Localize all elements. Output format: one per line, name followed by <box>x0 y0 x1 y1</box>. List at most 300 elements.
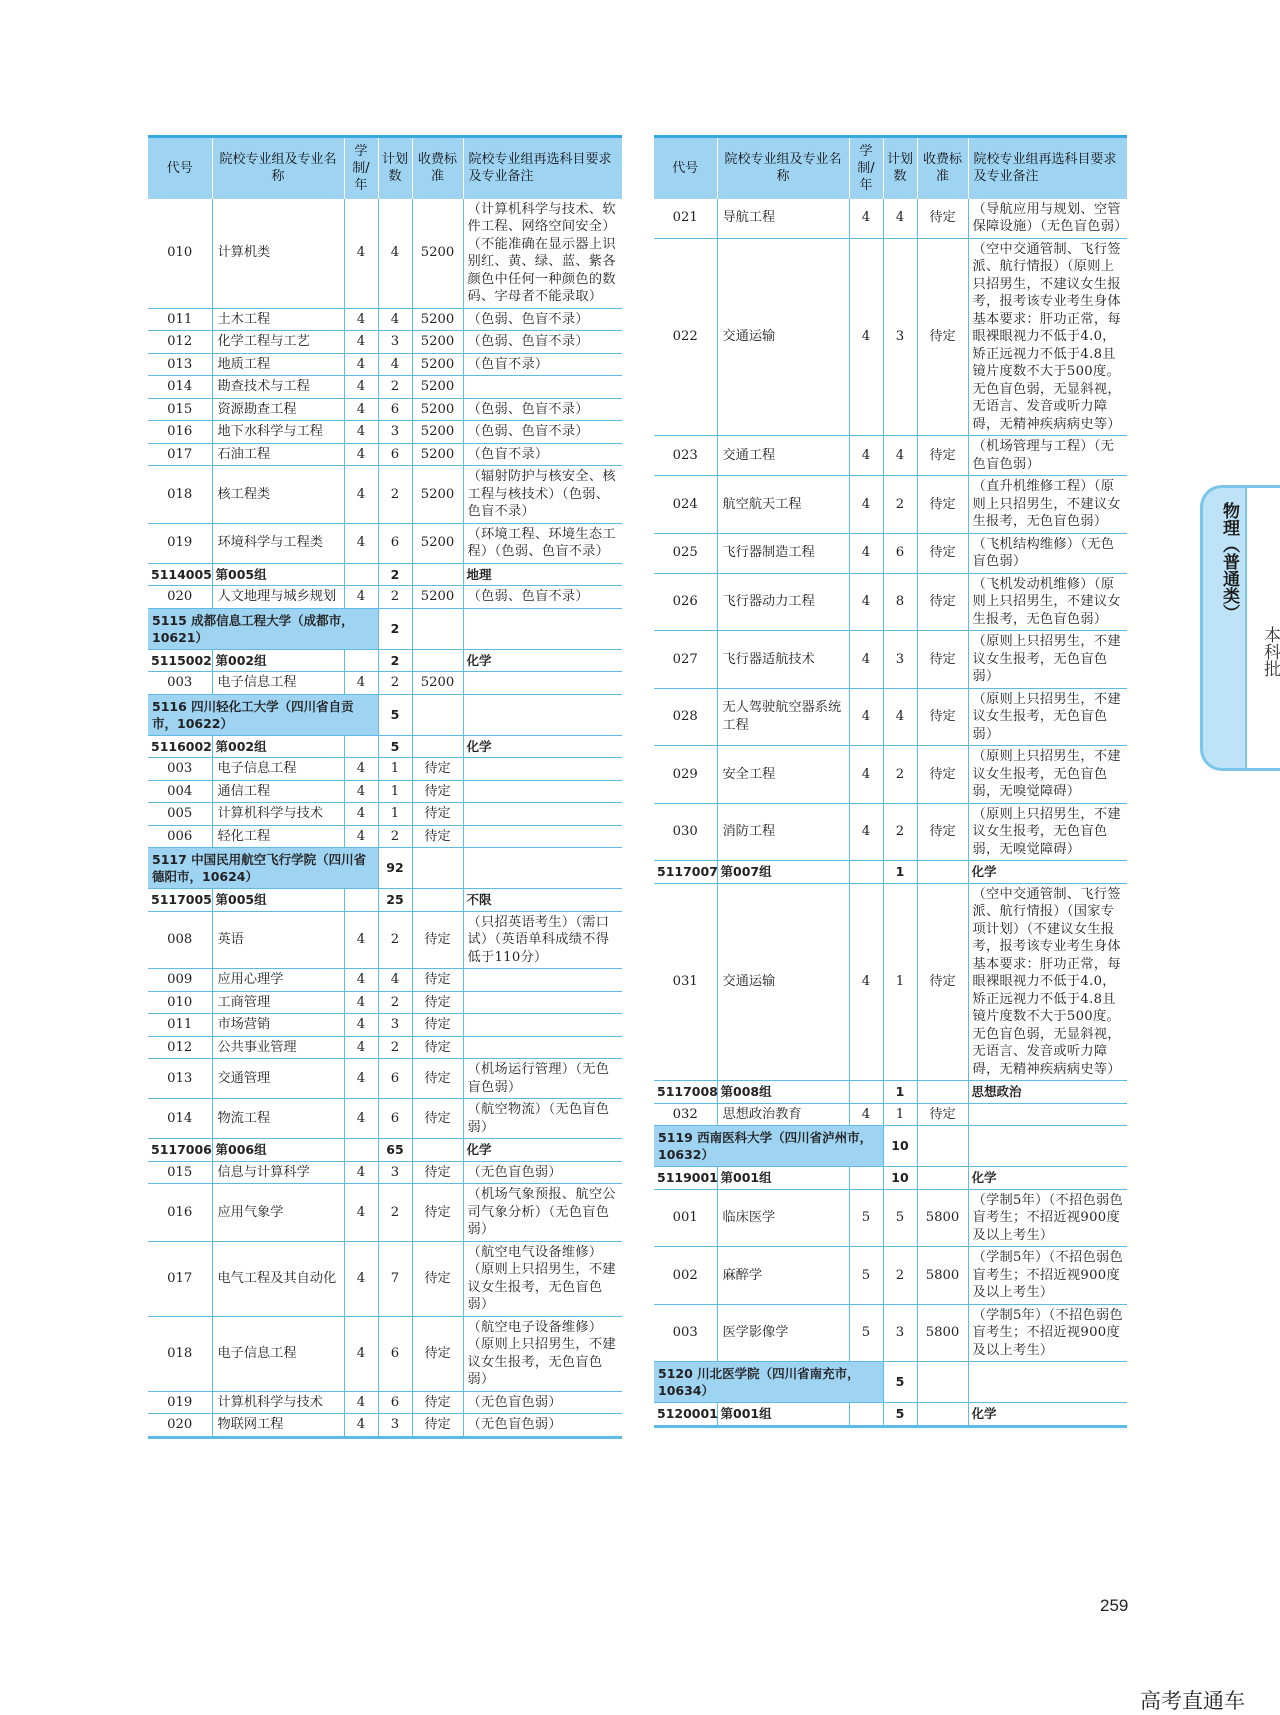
institution-name: 5120 川北医学院（四川省南充市，10634） <box>654 1362 883 1403</box>
institution-note <box>968 1362 1127 1403</box>
major-years: 4 <box>344 1161 378 1184</box>
major-name: 轻化工程 <box>212 825 344 848</box>
major-fee: 待定 <box>917 238 968 436</box>
major-note: （原则上只招男生，不建议女生报考，无色盲色弱，无嗅觉障碍） <box>968 803 1127 861</box>
major-note: （机场运行管理）（无色盲色弱） <box>463 1059 622 1099</box>
institution-name: 5119 西南医科大学（四川省泸州市，10632） <box>654 1126 883 1167</box>
group-code: 5117005 <box>148 889 212 912</box>
major-name: 通信工程 <box>212 780 344 803</box>
major-name: 电子信息工程 <box>212 1316 344 1391</box>
major-years: 4 <box>344 443 378 466</box>
major-note: （原则上只招男生，不建议女生报考，无色盲色弱） <box>968 688 1127 746</box>
major-plan: 4 <box>378 353 412 376</box>
group-code: 5117006 <box>148 1139 212 1162</box>
major-note <box>463 991 622 1014</box>
major-name: 飞行器动力工程 <box>717 573 849 631</box>
major-fee: 5800 <box>917 1304 968 1362</box>
major-years: 4 <box>849 436 883 476</box>
major-years: 4 <box>344 353 378 376</box>
major-years: 4 <box>344 1184 378 1242</box>
major-plan: 2 <box>378 1184 412 1242</box>
major-note <box>463 780 622 803</box>
major-years: 4 <box>849 803 883 861</box>
major-name: 电子信息工程 <box>212 758 344 781</box>
major-years: 4 <box>344 1059 378 1099</box>
major-years: 4 <box>849 746 883 804</box>
major-plan: 4 <box>378 308 412 331</box>
major-code: 006 <box>148 825 212 848</box>
major-fee: 待定 <box>412 969 463 992</box>
major-name: 石油工程 <box>212 443 344 466</box>
major-fee: 5200 <box>412 586 463 609</box>
major-note <box>463 1014 622 1037</box>
major-plan: 6 <box>378 1099 412 1139</box>
institution-fee <box>917 1362 968 1403</box>
major-code: 014 <box>148 376 212 399</box>
major-row <box>654 803 1127 861</box>
major-fee: 待定 <box>917 883 968 1081</box>
group-name: 第005组 <box>212 889 344 912</box>
institution-row <box>148 608 622 649</box>
institution-row <box>654 1126 1127 1167</box>
major-years: 4 <box>849 476 883 534</box>
header-fee: 收费标准 <box>917 137 968 199</box>
institution-note <box>463 694 622 735</box>
group-fee <box>917 1403 968 1427</box>
major-note: （辐射防护与核安全、核工程与核技术）（色弱、色盲不录） <box>463 466 622 524</box>
major-years: 4 <box>344 1099 378 1139</box>
group-row <box>654 1167 1127 1190</box>
major-code: 011 <box>148 1014 212 1037</box>
major-row <box>148 199 622 309</box>
major-fee: 待定 <box>917 533 968 573</box>
major-row <box>148 523 622 563</box>
major-name: 市场营销 <box>212 1014 344 1037</box>
major-code: 025 <box>654 533 717 573</box>
major-code: 001 <box>654 1189 717 1247</box>
institution-note <box>463 608 622 649</box>
group-name: 第001组 <box>717 1403 849 1427</box>
major-name: 计算机类 <box>212 199 344 309</box>
major-row <box>654 1189 1127 1247</box>
major-row <box>148 443 622 466</box>
major-plan: 2 <box>883 476 917 534</box>
major-code: 019 <box>148 1391 212 1414</box>
header-years: 学制/年 <box>849 137 883 199</box>
major-plan: 7 <box>378 1241 412 1316</box>
major-fee: 待定 <box>412 1241 463 1316</box>
header-note: 院校专业组再选科目要求及专业备注 <box>968 137 1127 199</box>
major-name: 航空航天工程 <box>717 476 849 534</box>
major-code: 031 <box>654 883 717 1081</box>
major-name: 交通管理 <box>212 1059 344 1099</box>
major-code: 014 <box>148 1099 212 1139</box>
group-plan: 10 <box>883 1167 917 1190</box>
major-fee: 5200 <box>412 523 463 563</box>
major-name: 信息与计算科学 <box>212 1161 344 1184</box>
major-code: 029 <box>654 746 717 804</box>
major-row <box>654 238 1127 436</box>
major-code: 023 <box>654 436 717 476</box>
major-years: 5 <box>849 1304 883 1362</box>
major-years: 4 <box>344 758 378 781</box>
major-fee: 5200 <box>412 443 463 466</box>
major-row <box>654 573 1127 631</box>
major-years: 4 <box>344 1241 378 1316</box>
major-name: 物流工程 <box>212 1099 344 1139</box>
major-row <box>654 1103 1127 1126</box>
major-plan: 6 <box>378 523 412 563</box>
major-row <box>148 353 622 376</box>
group-plan: 25 <box>378 889 412 912</box>
group-name: 第007组 <box>717 861 849 884</box>
major-code: 018 <box>148 466 212 524</box>
major-years: 4 <box>344 1391 378 1414</box>
major-code: 016 <box>148 1184 212 1242</box>
major-name: 无人驾驶航空器系统工程 <box>717 688 849 746</box>
major-code: 013 <box>148 1059 212 1099</box>
major-plan: 6 <box>378 443 412 466</box>
institution-fee <box>917 1126 968 1167</box>
group-row <box>148 563 622 586</box>
institution-row <box>148 848 622 889</box>
group-code: 5117008 <box>654 1081 717 1104</box>
major-note: （色盲不录） <box>463 443 622 466</box>
major-years: 4 <box>344 780 378 803</box>
major-row <box>148 466 622 524</box>
major-plan: 8 <box>883 573 917 631</box>
major-plan: 3 <box>883 238 917 436</box>
major-row <box>148 398 622 421</box>
group-fee <box>412 735 463 758</box>
major-years: 5 <box>849 1189 883 1247</box>
major-name: 核工程类 <box>212 466 344 524</box>
major-plan: 3 <box>378 331 412 354</box>
major-code: 013 <box>148 353 212 376</box>
major-name: 计算机科学与技术 <box>212 1391 344 1414</box>
major-code: 004 <box>148 780 212 803</box>
major-row <box>654 533 1127 573</box>
major-row <box>654 746 1127 804</box>
major-note <box>463 1036 622 1059</box>
major-code: 026 <box>654 573 717 631</box>
major-name: 导航工程 <box>717 199 849 239</box>
major-name: 临床医学 <box>717 1189 849 1247</box>
major-name: 勘查技术与工程 <box>212 376 344 399</box>
major-name: 飞行器制造工程 <box>717 533 849 573</box>
major-plan: 2 <box>883 746 917 804</box>
institution-plan: 2 <box>378 608 412 649</box>
major-note: （色弱、色盲不录） <box>463 331 622 354</box>
group-years <box>344 889 378 912</box>
major-code: 009 <box>148 969 212 992</box>
group-fee <box>917 861 968 884</box>
major-row <box>654 1304 1127 1362</box>
group-subject: 不限 <box>463 889 622 912</box>
major-row <box>654 199 1127 239</box>
institution-plan: 10 <box>883 1126 917 1167</box>
major-row <box>148 1014 622 1037</box>
major-plan: 3 <box>378 1014 412 1037</box>
major-row <box>654 883 1127 1081</box>
major-fee: 待定 <box>412 758 463 781</box>
major-note <box>968 1103 1127 1126</box>
header-years: 学制/年 <box>344 137 378 199</box>
major-code: 008 <box>148 911 212 969</box>
major-fee: 待定 <box>917 476 968 534</box>
major-name: 麻醉学 <box>717 1247 849 1305</box>
group-subject: 化学 <box>968 861 1127 884</box>
major-years: 4 <box>344 421 378 444</box>
page-number: 259 <box>1100 1596 1129 1615</box>
major-code: 017 <box>148 443 212 466</box>
major-years: 5 <box>849 1247 883 1305</box>
major-note: （学制5年）（不招色弱色盲考生；不招近视900度及以上考生） <box>968 1247 1127 1305</box>
major-name: 物联网工程 <box>212 1414 344 1438</box>
major-code: 010 <box>148 991 212 1014</box>
institution-plan: 5 <box>378 694 412 735</box>
batch-label: 本科批 <box>1260 626 1280 677</box>
major-code: 024 <box>654 476 717 534</box>
group-name: 第001组 <box>717 1167 849 1190</box>
major-years: 4 <box>344 1316 378 1391</box>
major-fee: 待定 <box>412 911 463 969</box>
major-note: （色弱、色盲不录） <box>463 586 622 609</box>
major-plan: 2 <box>378 586 412 609</box>
header-plan: 计划数 <box>378 137 412 199</box>
group-fee <box>917 1167 968 1190</box>
major-note <box>463 758 622 781</box>
major-code: 022 <box>654 238 717 436</box>
major-name: 电子信息工程 <box>212 672 344 695</box>
major-fee: 待定 <box>917 199 968 239</box>
major-plan: 6 <box>378 1059 412 1099</box>
major-fee: 待定 <box>412 1391 463 1414</box>
group-years <box>849 1167 883 1190</box>
major-name: 化学工程与工艺 <box>212 331 344 354</box>
header-plan: 计划数 <box>883 137 917 199</box>
group-name: 第002组 <box>212 649 344 672</box>
major-years: 4 <box>849 1103 883 1126</box>
group-plan: 65 <box>378 1139 412 1162</box>
major-fee: 待定 <box>412 1316 463 1391</box>
major-note: （空中交通管制、飞行签派、航行情报）（国家专项计划）（不建议女生报考，报考该专业考生身体基本要求：肝功正常，每眼裸眼视力不低于4.0，矫正远视力不低于4.8且镜片度数不大于500度。无色盲色弱，无显斜视，无语言、发音或听力障碍，无精神疾病病史等） <box>968 883 1127 1081</box>
major-fee: 5200 <box>412 672 463 695</box>
group-years <box>344 649 378 672</box>
table-body-right <box>654 199 1127 1427</box>
major-fee: 5200 <box>412 308 463 331</box>
major-plan: 1 <box>883 883 917 1081</box>
major-name: 英语 <box>212 911 344 969</box>
major-plan: 4 <box>378 969 412 992</box>
major-row <box>654 688 1127 746</box>
major-code: 015 <box>148 398 212 421</box>
major-years: 4 <box>849 631 883 689</box>
major-fee: 待定 <box>917 631 968 689</box>
major-plan: 4 <box>883 436 917 476</box>
major-code: 021 <box>654 199 717 239</box>
group-subject: 化学 <box>968 1403 1127 1427</box>
major-plan: 3 <box>378 421 412 444</box>
major-years: 4 <box>849 573 883 631</box>
group-code: 5117007 <box>654 861 717 884</box>
major-note: （原则上只招男生，不建议女生报考，无色盲色弱，无嗅觉障碍） <box>968 746 1127 804</box>
institution-row <box>148 694 622 735</box>
group-plan: 5 <box>378 735 412 758</box>
major-code: 032 <box>654 1103 717 1126</box>
table-body-left <box>148 199 622 1438</box>
group-years <box>344 735 378 758</box>
admission-table-right <box>654 135 1127 1428</box>
major-row <box>148 586 622 609</box>
group-plan: 5 <box>883 1403 917 1427</box>
major-name: 飞行器适航技术 <box>717 631 849 689</box>
group-row <box>148 735 622 758</box>
major-code: 010 <box>148 199 212 309</box>
institution-plan: 92 <box>378 848 412 889</box>
group-years <box>849 1403 883 1427</box>
major-note: （学制5年）（不招色弱色盲考生；不招近视900度及以上考生） <box>968 1304 1127 1362</box>
group-subject: 化学 <box>968 1167 1127 1190</box>
major-row <box>148 1161 622 1184</box>
major-row <box>654 436 1127 476</box>
major-plan: 6 <box>378 1391 412 1414</box>
major-plan: 3 <box>883 631 917 689</box>
major-years: 4 <box>344 331 378 354</box>
major-fee: 待定 <box>412 825 463 848</box>
major-plan: 2 <box>883 803 917 861</box>
major-fee: 待定 <box>412 1184 463 1242</box>
major-years: 4 <box>849 688 883 746</box>
major-plan: 3 <box>378 1161 412 1184</box>
major-plan: 1 <box>378 780 412 803</box>
major-note: （色弱、色盲不录） <box>463 421 622 444</box>
major-fee: 待定 <box>412 1099 463 1139</box>
major-name: 地下水科学与工程 <box>212 421 344 444</box>
major-years: 4 <box>344 911 378 969</box>
major-years: 4 <box>344 825 378 848</box>
major-plan: 1 <box>378 758 412 781</box>
major-fee: 5200 <box>412 376 463 399</box>
institution-row <box>654 1362 1127 1403</box>
major-code: 018 <box>148 1316 212 1391</box>
major-plan: 2 <box>883 1247 917 1305</box>
major-code: 012 <box>148 1036 212 1059</box>
major-years: 4 <box>344 1036 378 1059</box>
header-code: 代号 <box>654 137 717 199</box>
major-row <box>148 803 622 826</box>
major-row <box>654 476 1127 534</box>
major-name: 应用气象学 <box>212 1184 344 1242</box>
admission-table-left <box>148 135 622 1439</box>
institution-name: 5117 中国民用航空飞行学院（四川省德阳市，10624） <box>148 848 378 889</box>
major-name: 思想政治教育 <box>717 1103 849 1126</box>
major-name: 环境科学与工程类 <box>212 523 344 563</box>
major-years: 4 <box>344 1414 378 1438</box>
major-years: 4 <box>344 969 378 992</box>
major-note: （色弱、色盲不录） <box>463 308 622 331</box>
watermark: 高考直通车 <box>1140 1689 1245 1713</box>
major-row <box>148 672 622 695</box>
major-fee: 待定 <box>412 1059 463 1099</box>
major-fee: 5200 <box>412 466 463 524</box>
group-years <box>344 1139 378 1162</box>
major-years: 4 <box>344 199 378 309</box>
group-code: 5116002 <box>148 735 212 758</box>
major-note: （学制5年）（不招色弱色盲考生；不招近视900度及以上考生） <box>968 1189 1127 1247</box>
major-years: 4 <box>344 308 378 331</box>
group-fee <box>412 1139 463 1162</box>
major-note <box>463 376 622 399</box>
group-code: 5115002 <box>148 649 212 672</box>
major-plan: 2 <box>378 672 412 695</box>
major-years: 4 <box>849 533 883 573</box>
major-years: 4 <box>344 672 378 695</box>
major-code: 019 <box>148 523 212 563</box>
major-fee: 待定 <box>917 436 968 476</box>
major-code: 003 <box>148 672 212 695</box>
major-fee: 待定 <box>412 1014 463 1037</box>
major-code: 012 <box>148 331 212 354</box>
major-note: （航空电气设备维修）（原则上只招男生，不建议女生报考，无色盲色弱） <box>463 1241 622 1316</box>
major-row <box>148 758 622 781</box>
header-name: 院校专业组及专业名称 <box>212 137 344 199</box>
group-years <box>344 563 378 586</box>
major-name: 医学影像学 <box>717 1304 849 1362</box>
major-years: 4 <box>849 199 883 239</box>
major-code: 027 <box>654 631 717 689</box>
institution-fee <box>412 608 463 649</box>
major-fee: 待定 <box>917 803 968 861</box>
major-note: （机场气象预报、航空公司气象分析）（无色盲色弱） <box>463 1184 622 1242</box>
major-note: （飞机结构维修）（无色盲色弱） <box>968 533 1127 573</box>
major-row <box>148 991 622 1014</box>
institution-fee <box>412 848 463 889</box>
major-note: （导航应用与规划、空管保障设施）（无色盲色弱） <box>968 199 1127 239</box>
header-name: 院校专业组及专业名称 <box>717 137 849 199</box>
major-note: （航空物流）（无色盲色弱） <box>463 1099 622 1139</box>
major-fee: 待定 <box>917 573 968 631</box>
group-years <box>849 1081 883 1104</box>
major-name: 计算机科学与技术 <box>212 803 344 826</box>
major-note <box>463 969 622 992</box>
major-fee: 待定 <box>917 1103 968 1126</box>
major-note: （飞机发动机维修）（原则上只招男生，不建议女生报考，无色盲色弱） <box>968 573 1127 631</box>
major-note: （航空电子设备维修）（原则上只招男生，不建议女生报考，无色盲色弱） <box>463 1316 622 1391</box>
major-years: 4 <box>344 1014 378 1037</box>
major-years: 4 <box>344 376 378 399</box>
institution-name: 5115 成都信息工程大学（成都市，10621） <box>148 608 378 649</box>
group-code: 5120001 <box>654 1403 717 1427</box>
group-name: 第008组 <box>717 1081 849 1104</box>
major-fee: 待定 <box>412 1161 463 1184</box>
major-row <box>148 376 622 399</box>
major-row <box>148 1316 622 1391</box>
major-note: （机场管理与工程）（无色盲色弱） <box>968 436 1127 476</box>
major-plan: 4 <box>883 688 917 746</box>
institution-fee <box>412 694 463 735</box>
major-note: （只招英语考生）（需口试）（英语单科成绩不得低于110分） <box>463 911 622 969</box>
major-years: 4 <box>849 883 883 1081</box>
major-note <box>463 825 622 848</box>
major-note <box>463 672 622 695</box>
major-plan: 2 <box>378 376 412 399</box>
group-row <box>148 649 622 672</box>
major-code: 003 <box>148 758 212 781</box>
major-row <box>148 1184 622 1242</box>
major-plan: 2 <box>378 911 412 969</box>
major-plan: 1 <box>378 803 412 826</box>
